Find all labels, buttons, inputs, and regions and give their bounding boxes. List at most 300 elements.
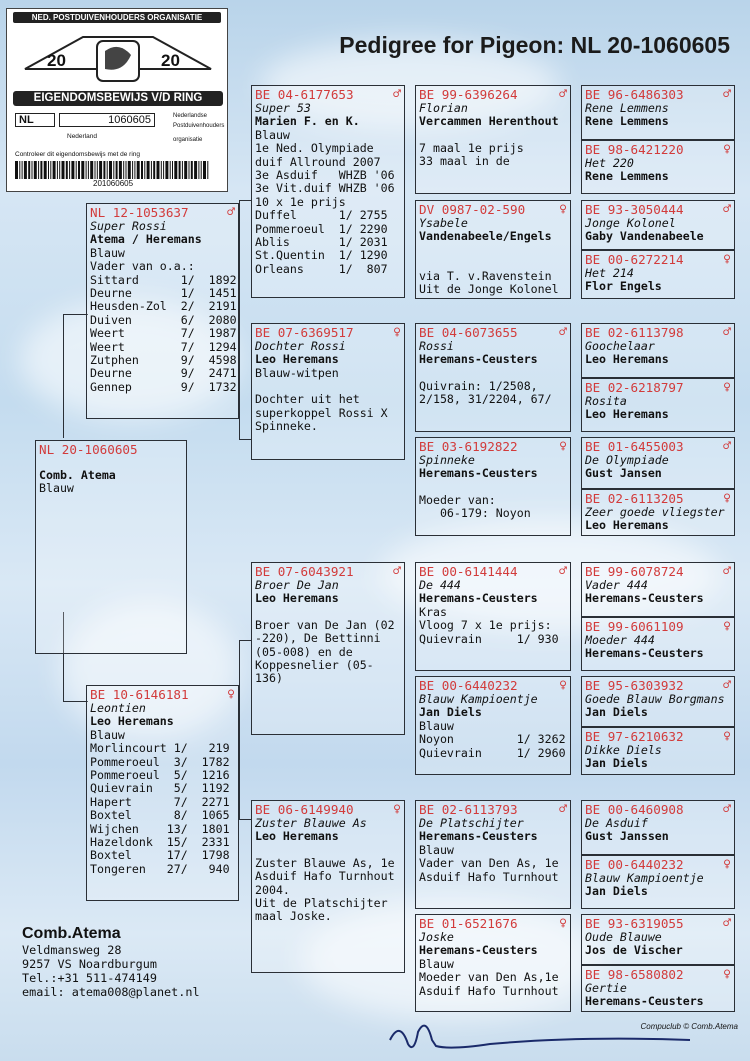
- barcode-bar: [107, 161, 108, 179]
- pedigree-line: Orleans 1/ 807: [255, 261, 388, 276]
- barcode-bar: [38, 161, 39, 179]
- male-symbol-icon: ♂: [723, 916, 731, 931]
- pedigree-line: Hapert 7/ 2271: [90, 794, 230, 809]
- barcode-bar: [165, 161, 168, 179]
- pigeon-name: Super Rossi: [90, 219, 167, 233]
- barcode-bar: [170, 161, 171, 179]
- pedigree-box-dam: [86, 685, 239, 901]
- ring-header: [585, 380, 731, 395]
- pedigree-line: [255, 606, 401, 619]
- pigeon-name: De Platschijter: [419, 816, 524, 830]
- card-band: EIGENDOMSBEWIJS V/D RING: [13, 91, 223, 106]
- barcode-bar: [50, 161, 51, 179]
- pigeon-name: Oude Blauwe: [585, 930, 662, 944]
- pigeon-name: Rossi: [419, 339, 454, 353]
- contact-tel: Tel.:+31 511-474149: [22, 971, 157, 985]
- pedigree-line: superkoppel Rossi X: [255, 405, 388, 420]
- ring-header: [90, 687, 235, 702]
- pedigree-box-sire: [86, 203, 239, 419]
- barcode-bar: [134, 161, 135, 179]
- pedigree-line: Koppesnelier (05-: [255, 658, 374, 673]
- pedigree-line: [255, 844, 401, 857]
- female-symbol-icon: ♀: [723, 491, 731, 506]
- male-symbol-icon: ♂: [559, 564, 567, 579]
- ring-number: BE 03-6192822: [419, 439, 518, 454]
- barcode-bar: [95, 161, 96, 179]
- pedigree-line: Duiven 6/ 2080: [90, 312, 237, 327]
- ring-number: BE 10-6146181: [90, 687, 189, 702]
- owner-name: Leo Heremans: [585, 352, 669, 367]
- ring-number: BE 96-6486303: [585, 87, 684, 102]
- ring-number: BE 00-6141444: [419, 564, 518, 579]
- ring-header: [585, 252, 731, 267]
- male-symbol-icon: ♂: [723, 202, 731, 217]
- signature: [380, 1010, 700, 1058]
- owner-name: Heremans-Ceusters: [419, 591, 538, 606]
- pigeon-name: Zuster Blauwe As: [255, 816, 367, 830]
- pigeon-name: Gertie: [585, 981, 627, 995]
- pedigree-line: Pommeroeul 5/ 1216: [90, 768, 230, 783]
- barcode-bar: [90, 161, 93, 179]
- male-symbol-icon: ♂: [723, 802, 731, 817]
- pedigree-line: Sittard 1/ 1892: [90, 272, 237, 287]
- ring-header: [255, 325, 401, 340]
- pigeon-name: Vader 444: [585, 578, 648, 592]
- barcode-bar: [69, 161, 70, 179]
- ring-header: [419, 87, 567, 102]
- card-emblem: [15, 27, 221, 87]
- pigeon-name: Moeder 444: [585, 633, 655, 647]
- female-symbol-icon: ♀: [393, 802, 401, 817]
- pedigree-line: Zuster Blauwe As, 1e: [255, 855, 395, 870]
- pedigree-line: Tongeren 27/ 940: [90, 861, 230, 876]
- pedigree-box-g11: [581, 676, 735, 727]
- barcode-bar: [141, 161, 143, 179]
- barcode-bar: [99, 161, 102, 179]
- contact-block: [22, 924, 200, 999]
- ring-number: BE 98-6421220: [585, 142, 684, 157]
- pedigree-line: [419, 257, 567, 270]
- ring-number: BE 02-6113798: [585, 325, 684, 340]
- card-note: Controleer dit eigendomsbewijs met de ring: [15, 151, 141, 158]
- pedigree-line: [419, 481, 567, 494]
- pedigree-line: 136): [255, 671, 283, 686]
- barcode-bar: [32, 161, 33, 179]
- owner-name: Heremans-Ceusters: [419, 943, 538, 958]
- pedigree-box-sd: [251, 323, 405, 460]
- ring-number: BE 06-6149940: [255, 802, 354, 817]
- ownership-card: [6, 8, 228, 192]
- pigeon-name: Leontien: [90, 701, 146, 715]
- ring-number: BE 02-6113205: [585, 491, 684, 506]
- pedigree-line: Boxtel 17/ 1798: [90, 848, 230, 863]
- owner-name: Leo Heremans: [585, 518, 669, 533]
- owner-name: Jan Diels: [585, 705, 648, 720]
- pedigree-line: -220), De Bettinni: [255, 631, 381, 646]
- barcode-bar: [207, 161, 208, 179]
- barcode-bar: [53, 161, 56, 179]
- owner-name: Jan Diels: [585, 756, 648, 771]
- ring-header: [585, 678, 731, 693]
- male-symbol-icon: ♂: [723, 325, 731, 340]
- barcode-bar: [123, 161, 124, 179]
- pigeon-name: Dochter Rossi: [255, 339, 346, 353]
- ring-header: [419, 202, 567, 217]
- ring-header: [585, 142, 731, 157]
- female-symbol-icon: ♀: [723, 857, 731, 872]
- barcode-bar: [24, 161, 27, 179]
- card-barcode: [13, 161, 223, 179]
- barcode-bar: [71, 161, 74, 179]
- pedigree-line: (05-008) en de: [255, 644, 353, 659]
- female-symbol-icon: ♀: [723, 967, 731, 982]
- female-symbol-icon: ♀: [723, 252, 731, 267]
- owner-name: Jan Diels: [585, 884, 648, 899]
- pedigree-box-ss: [251, 85, 405, 298]
- barcode-bar: [191, 161, 193, 179]
- pedigree-line: Weert 7/ 1987: [90, 326, 237, 341]
- owner-name: Atema / Heremans: [90, 232, 202, 247]
- male-symbol-icon: ♂: [559, 802, 567, 817]
- ring-header: [419, 678, 567, 693]
- ring-header: [585, 202, 731, 217]
- pigeon-name: Florian: [419, 101, 468, 115]
- barcode-bar: [198, 161, 199, 179]
- pedigree-box-ds: [251, 562, 405, 735]
- pigeon-name: Jonge Kolonel: [585, 216, 676, 230]
- barcode-bar: [153, 161, 155, 179]
- owner-name: Flor Engels: [585, 279, 662, 294]
- barcode-bar: [66, 161, 68, 179]
- pedigree-box-g8: [581, 489, 735, 536]
- ring-number: DV 0987-02-590: [419, 202, 526, 217]
- ring-header: [255, 87, 401, 102]
- card-side-text-3: organisatie: [173, 137, 203, 143]
- barcode-bar: [174, 161, 177, 179]
- pedigree-line: Moeder van:: [419, 492, 496, 507]
- contact-email: email: atema008@planet.nl: [22, 985, 200, 999]
- pedigree-line: Boxtel 8/ 1065: [90, 808, 230, 823]
- pedigree-box-g2: [581, 140, 735, 194]
- pedigree-box-g6: [581, 378, 735, 432]
- owner-name: Leo Heremans: [255, 591, 339, 606]
- ring-number: BE 02-6113793: [419, 802, 518, 817]
- pigeon-name: De Olympiade: [585, 453, 669, 467]
- pedigree-box-g4: [581, 250, 735, 299]
- female-symbol-icon: ♀: [227, 687, 235, 702]
- barcode-bar: [103, 161, 105, 179]
- male-symbol-icon: ♂: [723, 678, 731, 693]
- owner-name: Jan Diels: [419, 705, 482, 720]
- ring-number: BE 01-6455003: [585, 439, 684, 454]
- pigeon-name: Rosita: [585, 394, 627, 408]
- barcode-bar: [157, 161, 160, 179]
- female-symbol-icon: ♀: [559, 202, 567, 217]
- pedigree-line: Broer van De Jan (02: [255, 617, 395, 632]
- card-nederland: Nederland: [67, 133, 97, 140]
- male-symbol-icon: ♂: [559, 325, 567, 340]
- pedigree-line: Uit de Jonge Kolonel: [419, 282, 559, 297]
- pedigree-box-g7: [581, 437, 735, 489]
- page-title: Pedigree for Pigeon: NL 20-1060605: [339, 32, 730, 58]
- contact-street: Veldmansweg 28: [22, 943, 122, 957]
- owner-name: Heremans-Ceusters: [585, 994, 704, 1009]
- pedigree-box-ssd: [415, 200, 571, 299]
- pedigree-line: Morlincourt 1/ 219: [90, 741, 230, 756]
- card-number: 1060605: [59, 113, 155, 127]
- ring-number: NL 12-1053637: [90, 205, 189, 220]
- pedigree-box-g14: [581, 855, 735, 909]
- pigeon-name: De 444: [419, 578, 461, 592]
- pedigree-box-dd: [251, 800, 405, 973]
- male-symbol-icon: ♂: [227, 205, 235, 220]
- barcode-bar: [62, 161, 65, 179]
- owner-name: Heremans-Ceusters: [419, 352, 538, 367]
- owner-name: Comb. Atema: [39, 468, 116, 482]
- pedigree-line: Quievrain 1/ 2960: [419, 745, 566, 760]
- barcode-bar: [163, 161, 164, 179]
- ring-header: [585, 857, 731, 872]
- pedigree-line: Weert 7/ 1294: [90, 339, 237, 354]
- barcode-bar: [15, 161, 18, 179]
- ring-number: BE 97-6210632: [585, 729, 684, 744]
- barcode-bar: [147, 161, 150, 179]
- ring-number: BE 99-6396264: [419, 87, 518, 102]
- contact-name: Comb.Atema: [22, 925, 121, 942]
- ring-number: BE 98-6580802: [585, 967, 684, 982]
- pedigree-line: Vader van Den As, 1e: [419, 856, 559, 871]
- owner-name: Leo Heremans: [255, 829, 339, 844]
- ring-header: [90, 205, 235, 220]
- pedigree-line: Heusden-Zol 2/ 2191: [90, 299, 237, 314]
- pedigree-line: Blauw: [255, 127, 290, 142]
- pedigree-line: 06-179: Noyon: [419, 506, 531, 521]
- pedigree-line: Deurne 1/ 1451: [90, 286, 237, 301]
- ring-header: [585, 325, 731, 340]
- pedigree-box-g16: [581, 965, 735, 1012]
- pigeon-name: Goochelaar: [585, 339, 655, 353]
- pedigree-line: Kras: [419, 604, 447, 619]
- barcode-bar: [184, 161, 187, 179]
- barcode-bar: [182, 161, 183, 179]
- pedigree-line: Quievrain 1/ 930: [419, 631, 559, 646]
- contact-city: 9257 VS Noardburgum: [22, 957, 157, 971]
- ring-number: BE 00-6272214: [585, 252, 684, 267]
- ring-header: [585, 967, 731, 982]
- owner-name: Leo Heremans: [585, 407, 669, 422]
- ring-number: BE 00-6440232: [419, 678, 518, 693]
- pedigree-line: Blauw: [419, 842, 454, 857]
- barcode-bar: [194, 161, 197, 179]
- female-symbol-icon: ♀: [723, 619, 731, 634]
- pedigree-line: [419, 244, 567, 257]
- female-symbol-icon: ♀: [723, 380, 731, 395]
- ring-header: [585, 564, 731, 579]
- pedigree-line: via T. v.Ravenstein: [419, 268, 552, 283]
- ring-number: BE 00-6440232: [585, 857, 684, 872]
- pigeon-name: Blauw Kampioentje: [585, 871, 704, 885]
- pedigree-line: St.Quentin 1/ 1290: [255, 248, 388, 263]
- pigeon-name: Spinneke: [419, 453, 475, 467]
- owner-name: Vercammen Herenthout: [419, 114, 559, 129]
- ring-number: BE 04-6177653: [255, 87, 354, 102]
- ring-header: [585, 439, 731, 454]
- pedigree-line: Pommeroeul 1/ 2290: [255, 221, 388, 236]
- barcode-bar: [179, 161, 181, 179]
- ring-header: [585, 916, 731, 931]
- barcode-bar: [203, 161, 206, 179]
- pedigree-box-g15: [581, 914, 735, 965]
- barcode-bar: [161, 161, 162, 179]
- barcode-bar: [88, 161, 89, 179]
- male-symbol-icon: ♂: [393, 87, 401, 102]
- ring-header: [585, 87, 731, 102]
- owner-name: Heremans-Ceusters: [419, 829, 538, 844]
- pedigree-line: Uit de Platschijter: [255, 896, 388, 911]
- pedigree-line: Quivrain: 1/2508,: [419, 378, 538, 393]
- pedigree-box-g3: [581, 200, 735, 250]
- ring-number: BE 07-6369517: [255, 325, 354, 340]
- owner-name: Marien F. en K.: [255, 114, 360, 129]
- pedigree-box-dss: [415, 562, 571, 671]
- pedigree-line: 33 maal in de: [419, 154, 510, 169]
- pedigree-box-sdd: [415, 437, 571, 536]
- pedigree-line: Zutphen 9/ 4598: [90, 353, 237, 368]
- barcode-bar: [57, 161, 58, 179]
- pigeon-name: Ysabele: [419, 216, 468, 230]
- pedigree-line: Moeder van Den As,1e: [419, 970, 559, 985]
- barcode-bar: [86, 161, 87, 179]
- connector: [63, 314, 88, 438]
- ring-header: [585, 491, 731, 506]
- pedigree-line: 2/158, 31/2204, 67/: [419, 392, 552, 407]
- ring-number: BE 01-6521676: [419, 916, 518, 931]
- barcode-bar: [172, 161, 173, 179]
- female-symbol-icon: ♀: [559, 678, 567, 693]
- pedigree-line: Vloog 7 x 1e prijs:: [419, 618, 552, 633]
- card-year-right: 20: [161, 51, 180, 70]
- pedigree-line: maal Joske.: [255, 909, 332, 924]
- pedigree-line: Blauw: [90, 245, 125, 260]
- barcode-bar: [116, 161, 118, 179]
- barcode-bar: [48, 161, 49, 179]
- ring-header: [419, 802, 567, 817]
- pedigree-line: Asduif Hafo Turnhout: [255, 869, 395, 884]
- pedigree-box-sds: [415, 323, 571, 432]
- barcode-bar: [109, 161, 112, 179]
- card-side-text-2: Postduivenhouders: [173, 123, 225, 129]
- barcode-bar: [59, 161, 60, 179]
- pedigree-line: 3e Vit.duif WHZB '06: [255, 181, 395, 196]
- ring-header: [419, 439, 567, 454]
- ring-number: BE 95-6303932: [585, 678, 684, 693]
- owner-name: Rene Lemmens: [585, 169, 669, 184]
- barcode-bar: [132, 161, 133, 179]
- barcode-bar: [126, 161, 127, 179]
- barcode-bar: [128, 161, 131, 179]
- ring-number: BE 02-6218797: [585, 380, 684, 395]
- ring-number: BE 99-6061109: [585, 619, 684, 634]
- ring-header: [39, 442, 183, 457]
- owner-name: Gust Jansen: [585, 466, 662, 481]
- pigeon-name: Joske: [419, 930, 454, 944]
- ring-number: BE 93-6319055: [585, 916, 684, 931]
- barcode-bar: [22, 161, 23, 179]
- pedigree-line: Blauw: [39, 481, 74, 496]
- pedigree-line: Blauw: [90, 727, 125, 742]
- pigeon-name: Dikke Diels: [585, 743, 662, 757]
- female-symbol-icon: ♀: [723, 142, 731, 157]
- pedigree-line: Noyon 1/ 3262: [419, 732, 566, 747]
- barcode-bar: [137, 161, 140, 179]
- pedigree-box-sss: [415, 85, 571, 194]
- owner-name: Leo Heremans: [255, 352, 339, 367]
- ring-header: [585, 729, 731, 744]
- connector: [239, 640, 251, 820]
- owner-name: Jos de Vischer: [585, 943, 683, 958]
- female-symbol-icon: ♀: [559, 439, 567, 454]
- pigeon-name: Het 220: [585, 156, 634, 170]
- barcode-bar: [40, 161, 42, 179]
- ring-header: [419, 916, 567, 931]
- barcode-bar: [97, 161, 98, 179]
- pedigree-box-g9: [581, 562, 735, 617]
- pigeon-name: De Asduif: [585, 816, 648, 830]
- barcode-bar: [81, 161, 84, 179]
- ring-header: [419, 564, 567, 579]
- pedigree-line: Ablis 1/ 2031: [255, 235, 388, 250]
- pedigree-line: Blauw-witpen: [255, 365, 339, 380]
- pigeon-name: Goede Blauw Borgmans: [585, 692, 725, 706]
- ring-header: [255, 802, 401, 817]
- ring-number: BE 00-6460908: [585, 802, 684, 817]
- owner-name: Leo Heremans: [90, 714, 174, 729]
- connector: [239, 200, 251, 440]
- female-symbol-icon: ♀: [559, 916, 567, 931]
- pedigree-box-dsd: [415, 676, 571, 775]
- pedigree-box-g1: [581, 85, 735, 140]
- barcode-bar: [201, 161, 202, 179]
- pedigree-line: Vader van o.a.:: [90, 259, 195, 274]
- owner-name: Gust Janssen: [585, 829, 669, 844]
- card-org: NED. POSTDUIVENHOUDERS ORGANISATIE: [13, 12, 221, 23]
- owner-name: Heremans-Ceusters: [585, 646, 704, 661]
- footer-credit: Compuclub © Comb.Atema: [640, 1022, 738, 1031]
- barcode-bar: [113, 161, 114, 179]
- owner-name: Vandenabeele/Engels: [419, 229, 552, 244]
- pedigree-line: Gennep 9/ 1732: [90, 379, 237, 394]
- barcode-bar: [78, 161, 80, 179]
- barcode-bar: [151, 161, 152, 179]
- card-country: NL: [15, 113, 55, 127]
- pigeon-name: Rene Lemmens: [585, 101, 669, 115]
- pedigree-box-dds: [415, 800, 571, 909]
- pedigree-line: Wijchen 13/ 1801: [90, 821, 230, 836]
- male-symbol-icon: ♂: [559, 87, 567, 102]
- pedigree-line: Pommeroeul 3/ 1782: [90, 754, 230, 769]
- female-symbol-icon: ♀: [393, 325, 401, 340]
- pedigree-line: Blauw: [419, 718, 454, 733]
- barcode-bar: [76, 161, 77, 179]
- pigeon-name: Blauw Kampioentje: [419, 692, 538, 706]
- male-symbol-icon: ♂: [393, 564, 401, 579]
- barcode-bar: [144, 161, 145, 179]
- pedigree-line: Spinneke.: [255, 419, 318, 434]
- ring-header: [419, 325, 567, 340]
- pedigree-box-g10: [581, 617, 735, 671]
- barcode-bar: [119, 161, 122, 179]
- ring-number: NL 20-1060605: [39, 442, 138, 457]
